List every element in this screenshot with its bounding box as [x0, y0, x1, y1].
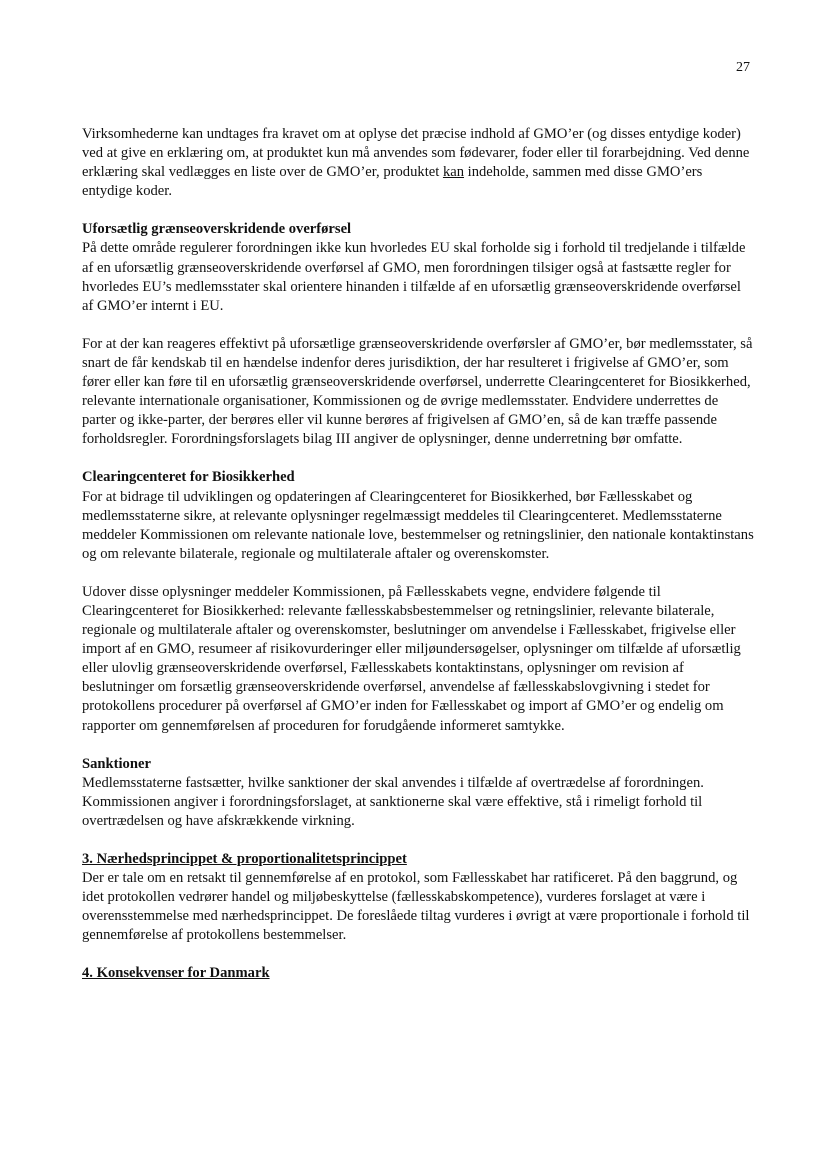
document-body: [82, 125, 754, 984]
paragraph-subsidiarity: Der er tale om en retsakt til gennemførelse af en protokol, som Fællesskabet har ratificeret. På den baggrund, og idet protokollen vedrører handel og miljøbeskyttelse (fællesskabskompetence), vurderes forslaget at være i overensstemmelse med nærhedsprincippet. De foreslåede tiltag vurderes i øvrigt at være proportionale i forhold til gennemførelse af protokollens bestemmelser.: [82, 870, 750, 944]
heading-sanctions: Sanktioner: [82, 755, 151, 772]
paragraph-commission-info: Udover disse oplysninger meddeler Kommissionen, på Fællesskabets vegne, endvidere følgende til Clearingcenteret for Biosikkerhed: relevante fællesskabsbestemmelser og retningslinier, relevante bilaterale, regionale og multilaterale aftaler og overenskomster, beslutninger om anvendelse i Fællesskabet, frigivelse eller import af en GMO, resumeer af risikovurderinger eller miljøundersøgelser, oplysninger om tilfælde af uforsætlig eller ulovlig grænseoverskridende overførsel, Fællesskabets kontaktinstans, oplysninger om revision af beslutninger om forsætlig grænseoverskridende overførsel, anvendelse af fællesskabslovgivning i stedet for protokollens procedurer på overførsel af GMO’er inden for Fællesskabet og import af GMO’er og endelig om rapporter om gennemførelsen af proceduren for forudgående informeret samtykke.: [82, 583, 741, 734]
paragraph-gmo-declaration: [82, 125, 754, 201]
paragraph-text: indeholde, sammen med disse GMO’ers entydige koder.: [82, 164, 703, 200]
paragraph-sanctions: Medlemsstaterne fastsætter, hvilke sanktioner der skal anvendes i tilfælde af overtrædelse af forordningen. Kommissionen angiver i forordningsforslaget, at sanktionerne skal være effektive, stå i rimeligt forhold til overtrædelsen og have afskrækkende virkning.: [82, 774, 704, 829]
heading-consequences-denmark: 4. Konsekvenser for Danmark: [82, 965, 270, 982]
page-number: 27: [736, 60, 750, 75]
heading-subsidiarity: 3. Nærhedsprincippet & proportionalitetsprincippet: [82, 851, 407, 867]
underlined-word: kan: [442, 164, 465, 181]
heading-unintentional-transfer: Uforsætlig grænseoverskridende overførsel: [82, 221, 352, 238]
paragraph-clearing-house: For at bidrage til udviklingen og opdateringen af Clearingcenteret for Biosikkerhed, bør Fællesskabet og medlemsstaterne sikre, at relevante oplysninger regelmæssigt meddeles til Clearingcenteret. Medlemsstaterne meddeler Kommissionen om relevante nationale love, bestemmelser og retningslinier, den nationale kontaktinstans og om relevante bilaterale, regionale og multilaterale aftaler og overenskomster.: [82, 488, 754, 562]
heading-clearing-house: Clearingcenteret for Biosikkerhed: [82, 469, 295, 486]
paragraph-text: Virksomhederne kan undtages fra kravet om at oplyse det præcise indhold af GMO’er (og disses entydige koder) ved at give en erklæring om, at produktet kun må anvendes som fødevarer, foder eller til forarbejdning. Ved denne erklæring skal vedlægges en liste over de GMO’er, produktet: [82, 126, 750, 181]
paragraph-effective-response: For at der kan reageres effektivt på uforsætlige grænseoverskridende overførsler af GMO’er, bør medlemsstater, så snart de får kendskab til en hændelse indenfor deres jurisdiktion, der har resulteret i frigivelse af GMO’er, som fører eller kan føre til en uforsætlig grænseoverskridende overførsel, underrette Clearingcenteret for Biosikkerhed, relevante internationale organisationer, Kommissionen og de øvrige medlemsstater. Endvidere underrettes de parter og ikke-parter, der berøres eller vil kunne berøres af frigivelsen af GMO’en, så de kan træffe passende forholdsregler. Forordningsforslagets bilag III angiver de oplysninger, denne underretning bør omfatte.: [82, 335, 753, 448]
paragraph-unintentional-transfer: På dette område regulerer forordningen ikke kun hvorledes EU skal forholde sig i forhold til tredjelande i tilfælde af en uforsætlig grænseoverskridende overførsel af GMO, men forordningen tilsiger også at fastsætte regler for hvorledes EU’s medlemsstater skal orientere hinanden i tilfælde af en uforsætlig grænseoverskridende overførsel af GMO’er internt i EU.: [82, 240, 746, 314]
